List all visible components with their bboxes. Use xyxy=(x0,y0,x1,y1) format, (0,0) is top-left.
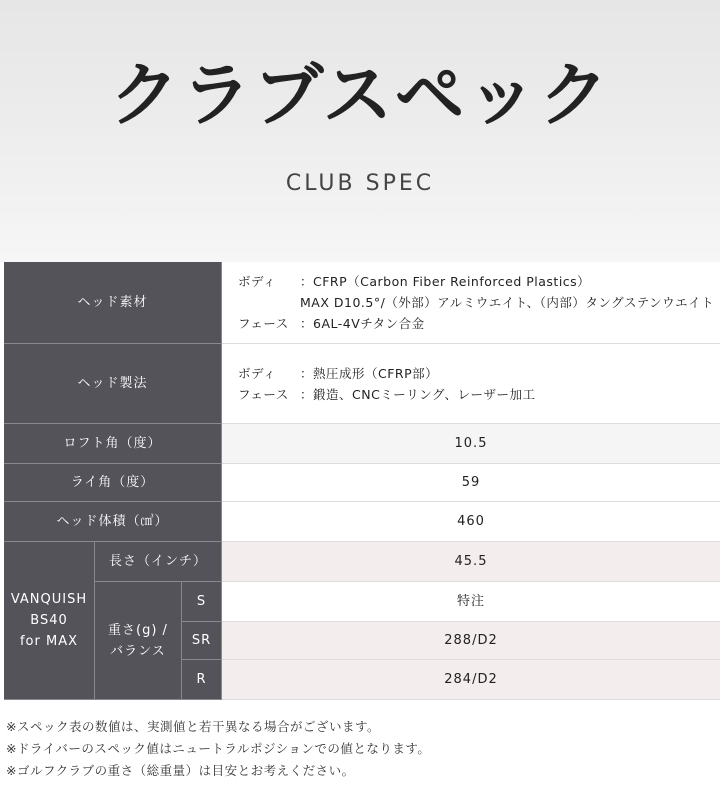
head-method-face-key: フェース xyxy=(238,386,289,402)
note-item: ※ゴルフクラブの重さ（総重量）は目安とお考えください。 xyxy=(6,763,355,778)
head-material-body-value: ：CFRP（Carbon Fiber Reinforced Plastics） xyxy=(300,274,591,289)
shaft-length-label: 長さ（インチ） xyxy=(95,542,222,582)
volume-label: ヘッド体積（㎤） xyxy=(4,502,222,542)
shaft-weight-label-line-2: バランス xyxy=(110,643,166,659)
flex-label: R xyxy=(182,660,222,700)
shaft-name-line-1: VANQUISH xyxy=(10,592,88,607)
head-method-body-value: ：熱圧成形（CFRP部） xyxy=(300,365,439,381)
spec-notes xyxy=(6,716,716,782)
flex-label: SR xyxy=(182,622,222,660)
note-item: ※ドライバーのスペック値はニュートラルポジションでの値となります。 xyxy=(6,741,431,756)
head-method-label: ヘッド製法 xyxy=(4,344,222,424)
note-item: ※スペック表の数値は、実測値と若干異なる場合がございます。 xyxy=(6,719,380,734)
shaft-weight-label xyxy=(95,582,182,700)
head-method-body-key: ボディ xyxy=(238,365,277,381)
volume-value: 460 xyxy=(222,502,720,542)
flex-weight-value: 284/D2 xyxy=(222,660,720,700)
shaft-name-line-3: for MAX xyxy=(19,634,78,649)
head-material-body-value-2: MAX D10.5°/（外部）アルミウエイト、（内部）タングステンウエイト xyxy=(300,295,715,310)
shaft-weight-label-line-1: 重さ(g) / xyxy=(108,622,168,638)
shaft-length-value: 45.5 xyxy=(222,542,720,582)
head-material-face-key: フェース xyxy=(238,316,289,331)
head-method-value xyxy=(222,344,720,424)
shaft-name-line-2: BS40 xyxy=(30,613,68,628)
loft-value: 10.5 xyxy=(222,424,720,464)
flex-weight-value: 288/D2 xyxy=(222,622,720,660)
lie-value: 59 xyxy=(222,464,720,502)
loft-label: ロフト角（度） xyxy=(4,424,222,464)
shaft-name-label xyxy=(4,542,95,700)
head-method-face-value: ：鍛造、CNCミーリング、レーザー加工 xyxy=(300,386,536,402)
page-title: クラブスペック xyxy=(109,54,611,136)
flex-weight-value: 特注 xyxy=(222,582,720,622)
head-material-body-key: ボディ xyxy=(238,274,277,289)
spec-table xyxy=(4,262,720,700)
page-subtitle: CLUB SPEC xyxy=(285,171,435,196)
hero-banner xyxy=(0,0,720,262)
flex-label: S xyxy=(182,582,222,622)
lie-label: ライ角（度） xyxy=(4,464,222,502)
head-material-label: ヘッド素材 xyxy=(4,262,222,344)
head-material-value xyxy=(222,262,720,344)
head-material-face-value: ：6AL-4Vチタン合金 xyxy=(300,316,425,331)
